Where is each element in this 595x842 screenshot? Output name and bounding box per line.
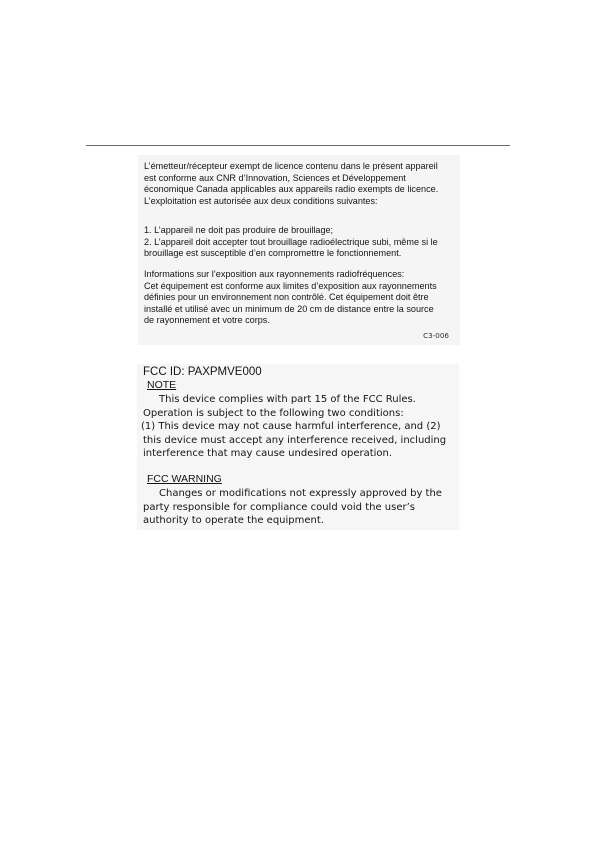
- horizontal-rule: [86, 145, 510, 146]
- text-line: définies pour un environnement non contrôlé. Cet équipement doit être: [144, 292, 429, 303]
- fcc-id: FCC ID: PAXPMVE000: [143, 366, 262, 378]
- text-line: 1. L’appareil ne doit pas produire de brouillage;: [144, 225, 334, 235]
- text-line: installé et utilisé avec un minimum de 20 cm de distance entre la source: [144, 303, 434, 314]
- note-line: Operation is subject to the following two conditions:: [143, 408, 404, 419]
- warning-line: Changes or modifications not expressly approved by the: [159, 488, 442, 499]
- warning-line: party responsible for compliance could void the user’s: [143, 502, 415, 513]
- text-line: brouillage est susceptible d’en compromettre le fonctionnement.: [144, 248, 402, 259]
- note-heading: NOTE: [147, 379, 177, 391]
- warning-line: authority to operate the equipment.: [143, 515, 324, 526]
- text-line: est conforme aux CNR d’Innovation, Sciences et Développement: [144, 172, 406, 183]
- warning-heading: FCC WARNING: [147, 473, 222, 485]
- ised-paragraph-conditions: [144, 225, 438, 260]
- text-line: économique Canada applicables aux appareils radio exempts de licence.: [144, 184, 439, 195]
- text-line: Cet équipement est conforme aux limites d’exposition aux rayonnements: [144, 280, 437, 291]
- note-line: (1) This device may not cause harmful interference, and (2): [141, 421, 441, 432]
- text-line: L’émetteur/récepteur exempt de licence contenu dans le présent appareil: [144, 161, 438, 171]
- text-line: Informations sur l’exposition aux rayonnements radiofréquences:: [144, 269, 405, 279]
- fcc-compliance-block: [137, 364, 459, 530]
- ised-paragraph-license-exempt: [144, 161, 438, 207]
- text-line: L’exploitation est autorisée aux deux conditions suivantes:: [144, 195, 378, 206]
- note-line: This device complies with part 15 of the FCC Rules.: [159, 394, 416, 405]
- ised-paragraph-rf-exposure: [144, 269, 437, 327]
- document-code: C3-006: [423, 331, 449, 340]
- note-line: this device must accept any interference received, including: [143, 435, 447, 446]
- note-line: interference that may cause undesired operation.: [143, 448, 393, 459]
- ised-compliance-block: [138, 155, 460, 345]
- text-line: 2. L’appareil doit accepter tout brouillage radioélectrique subi, même si le: [144, 236, 438, 247]
- text-line: de rayonnement et votre corps.: [144, 315, 270, 326]
